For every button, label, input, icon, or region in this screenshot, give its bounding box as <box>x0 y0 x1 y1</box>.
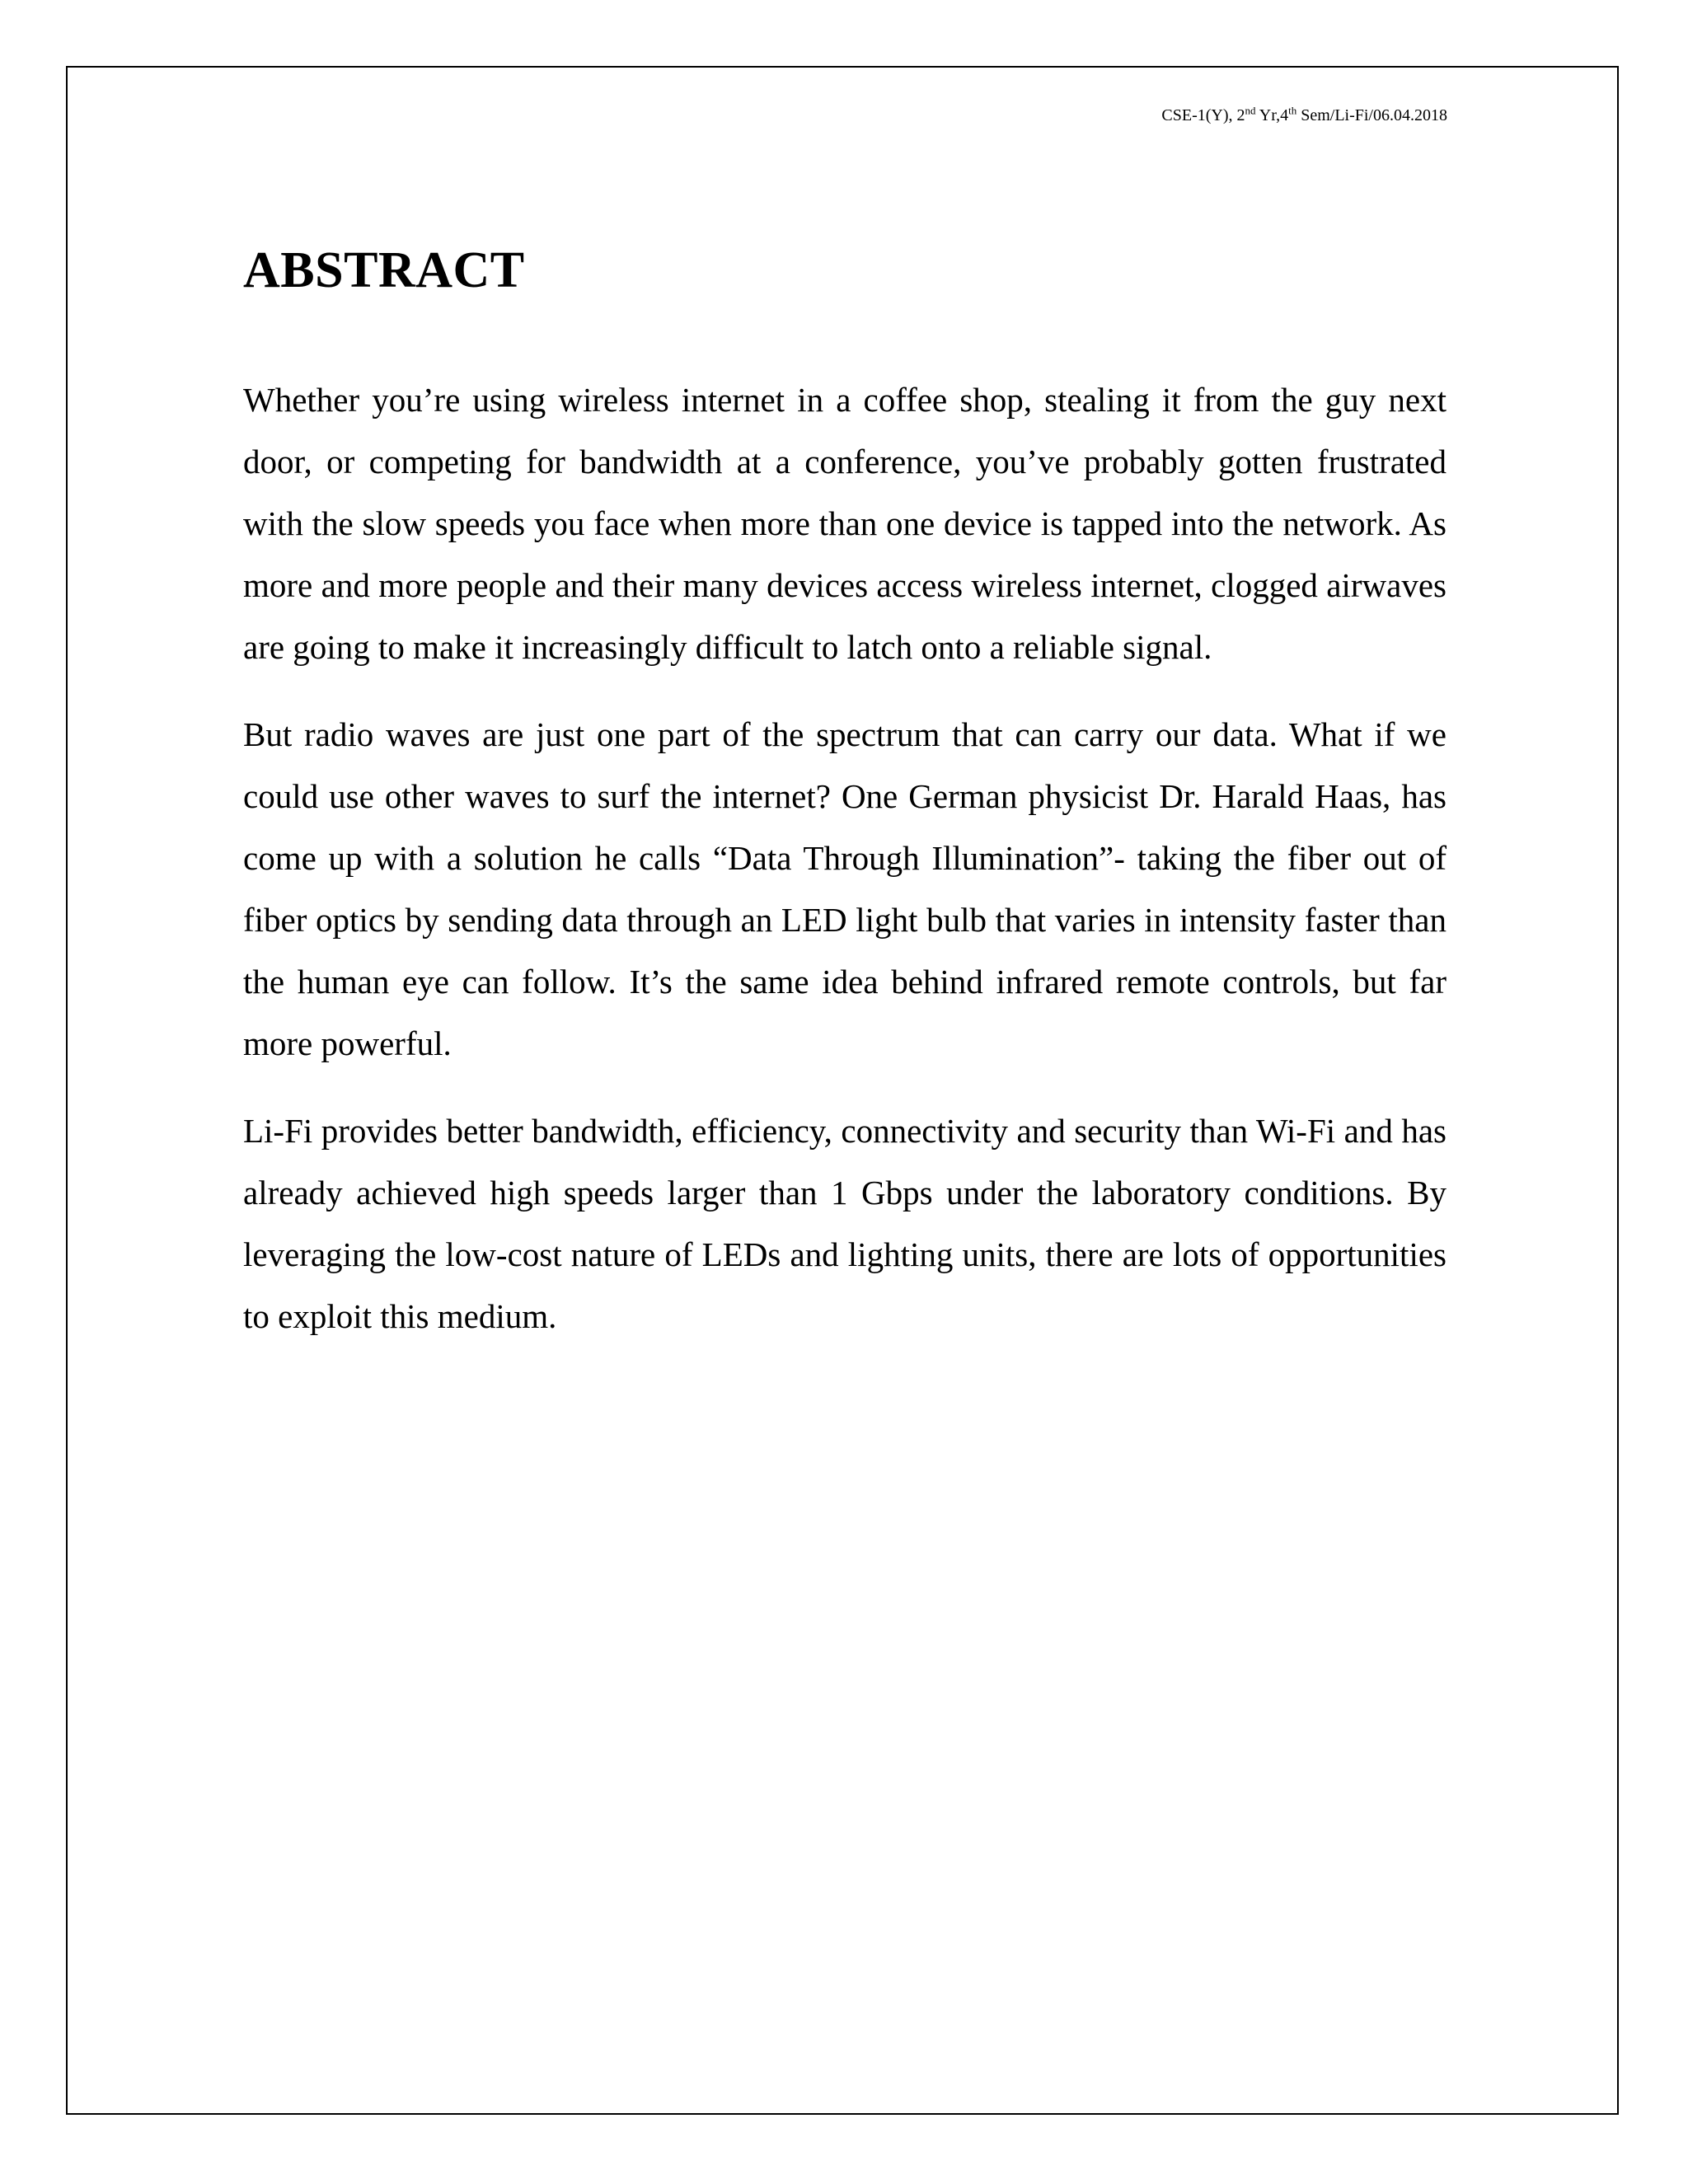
header-rest: Sem/Li-Fi/06.04.2018 <box>1296 106 1447 124</box>
abstract-heading: ABSTRACT <box>243 242 525 298</box>
header-sem-suffix: th <box>1288 104 1297 117</box>
abstract-paragraph-1: Whether you’re using wireless internet in a coffee shop, stealing it from the guy next door, or competing for bandwidth at a conference, you’ve probably gotten frustrated with the slow speeds you face when more than one device is tapped into the network. As more and more people and their many devices access wireless internet, clogged airwaves are going to make it increasingly difficult to latch onto a reliable signal. <box>243 381 1447 666</box>
abstract-body <box>243 369 1447 1373</box>
header-prefix: CSE-1(Y), 2 <box>1161 106 1245 124</box>
header-middle: Yr,4 <box>1255 106 1289 124</box>
header-year-suffix: nd <box>1245 104 1256 117</box>
running-header <box>1161 104 1447 127</box>
abstract-paragraph-2: But radio waves are just one part of the spectrum that can carry our data. What if we could use other waves to surf the internet? One German physicist Dr. Harald Haas, has come up with a solution he calls “Data Through Illumination”- taking the fiber out of fiber optics by sending data through an LED light bulb that varies in intensity faster than the human eye can follow. It’s the same idea behind infrared remote controls, but far more powerful. <box>243 715 1447 1062</box>
abstract-paragraph-3: Li-Fi provides better bandwidth, efficiency, connectivity and security than Wi-Fi and has already achieved high speeds larger than 1 Gbps under the laboratory conditions. By leveraging the low-cost nature of LEDs and lighting units, there are lots of opportunities to exploit this medium. <box>243 1112 1447 1335</box>
